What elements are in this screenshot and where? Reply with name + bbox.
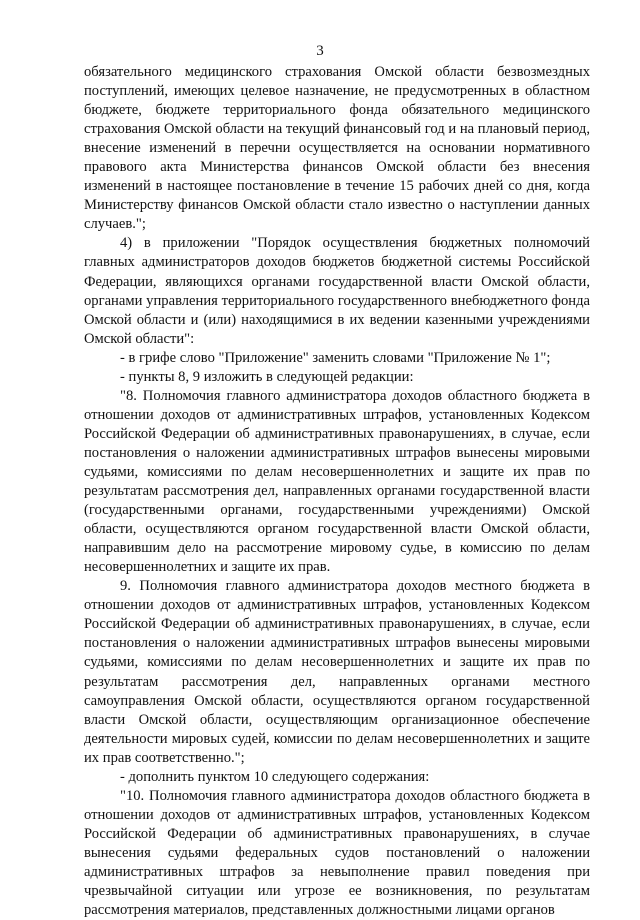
- paragraph-4: - пункты 8, 9 изложить в следующей редакции:: [120, 368, 414, 385]
- paragraph-3: - в грифе слово "Приложение" заменить словами "Приложение № 1";: [120, 349, 551, 366]
- paragraph-7: - дополнить пунктом 10 следующего содержания:: [120, 768, 430, 785]
- paragraph-5: "8. Полномочия главного администратора доходов областного бюджета в отношении доходов от административных штрафов, установленных Кодексом Российской Федерации об административных правонарушениях, в случае, если постановления о наложении административных штрафов вынесены мировыми судьями, комиссиями по делам несовершеннолетних и защите их прав по результатам рассмотрения дел, направленных органами государственной власти (государственными органами, государственными учреждениями) Омской области, осуществляются органом государственной власти Омской области, направившим дело на рассмотрение мировому судье, в комиссию по делам несовершеннолетних и защите их прав.: [84, 387, 590, 576]
- page-number: 3: [316, 43, 324, 59]
- paragraph-1: обязательного медицинского страхования Омской области безвозмездных поступлений, имеющих целевое назначение, не предусмотренных в областном бюджете, бюджете территориального фонда обязательного медицинского страхования Омской области на текущий финансовый год и на плановый период, внесение изменений в перечни осуществляется на основании нормативного правового акта Министерства финансов Омской области без внесения изменений в настоящее постановление в течение 15 рабочих дней со дня, когда Министерству финансов Омской области стало известно о наступлении данных случаев.";: [84, 64, 590, 233]
- paragraph-8: "10. Полномочия главного администратора доходов областного бюджета в отношении доходов от административных штрафов, установленных Кодексом Российской Федерации об административных правонарушениях, в случае вынесения судьями федеральных судов постановлений о наложении административных штрафов за невыполнение правил поведения при чрезвычайной ситуации или угрозе ее возникновения, по результатам рассмотрения материалов, представленных должностными лицами органов: [84, 787, 590, 919]
- paragraph-2: 4) в приложении "Порядок осуществления бюджетных полномочий главных администраторов доходов бюджетов бюджетной системы Российской Федерации, являющихся органами государственной власти Омской области, органами управления территориального государственного внебюджетного фонда Омской области и (или) находящимися в их ведении казенными учреждениями Омской области":: [84, 235, 590, 347]
- document-body: [84, 63, 590, 920]
- paragraph-6: 9. Полномочия главного администратора доходов местного бюджета в отношении доходов от административных штрафов, установленных Кодексом Российской Федерации об административных правонарушениях, в случае, если постановления о наложении административных штрафов вынесены мировыми судьями, комиссиями по делам несовершеннолетних и защите их прав по результатам рассмотрения дел, направленных органами местного самоуправления Омской области, осуществляются органом государственной власти Омской области, осуществляющим организационное обеспечение деятельности мировых судей, комиссии по делам несовершеннолетних и защите их прав соответственно.";: [84, 578, 590, 766]
